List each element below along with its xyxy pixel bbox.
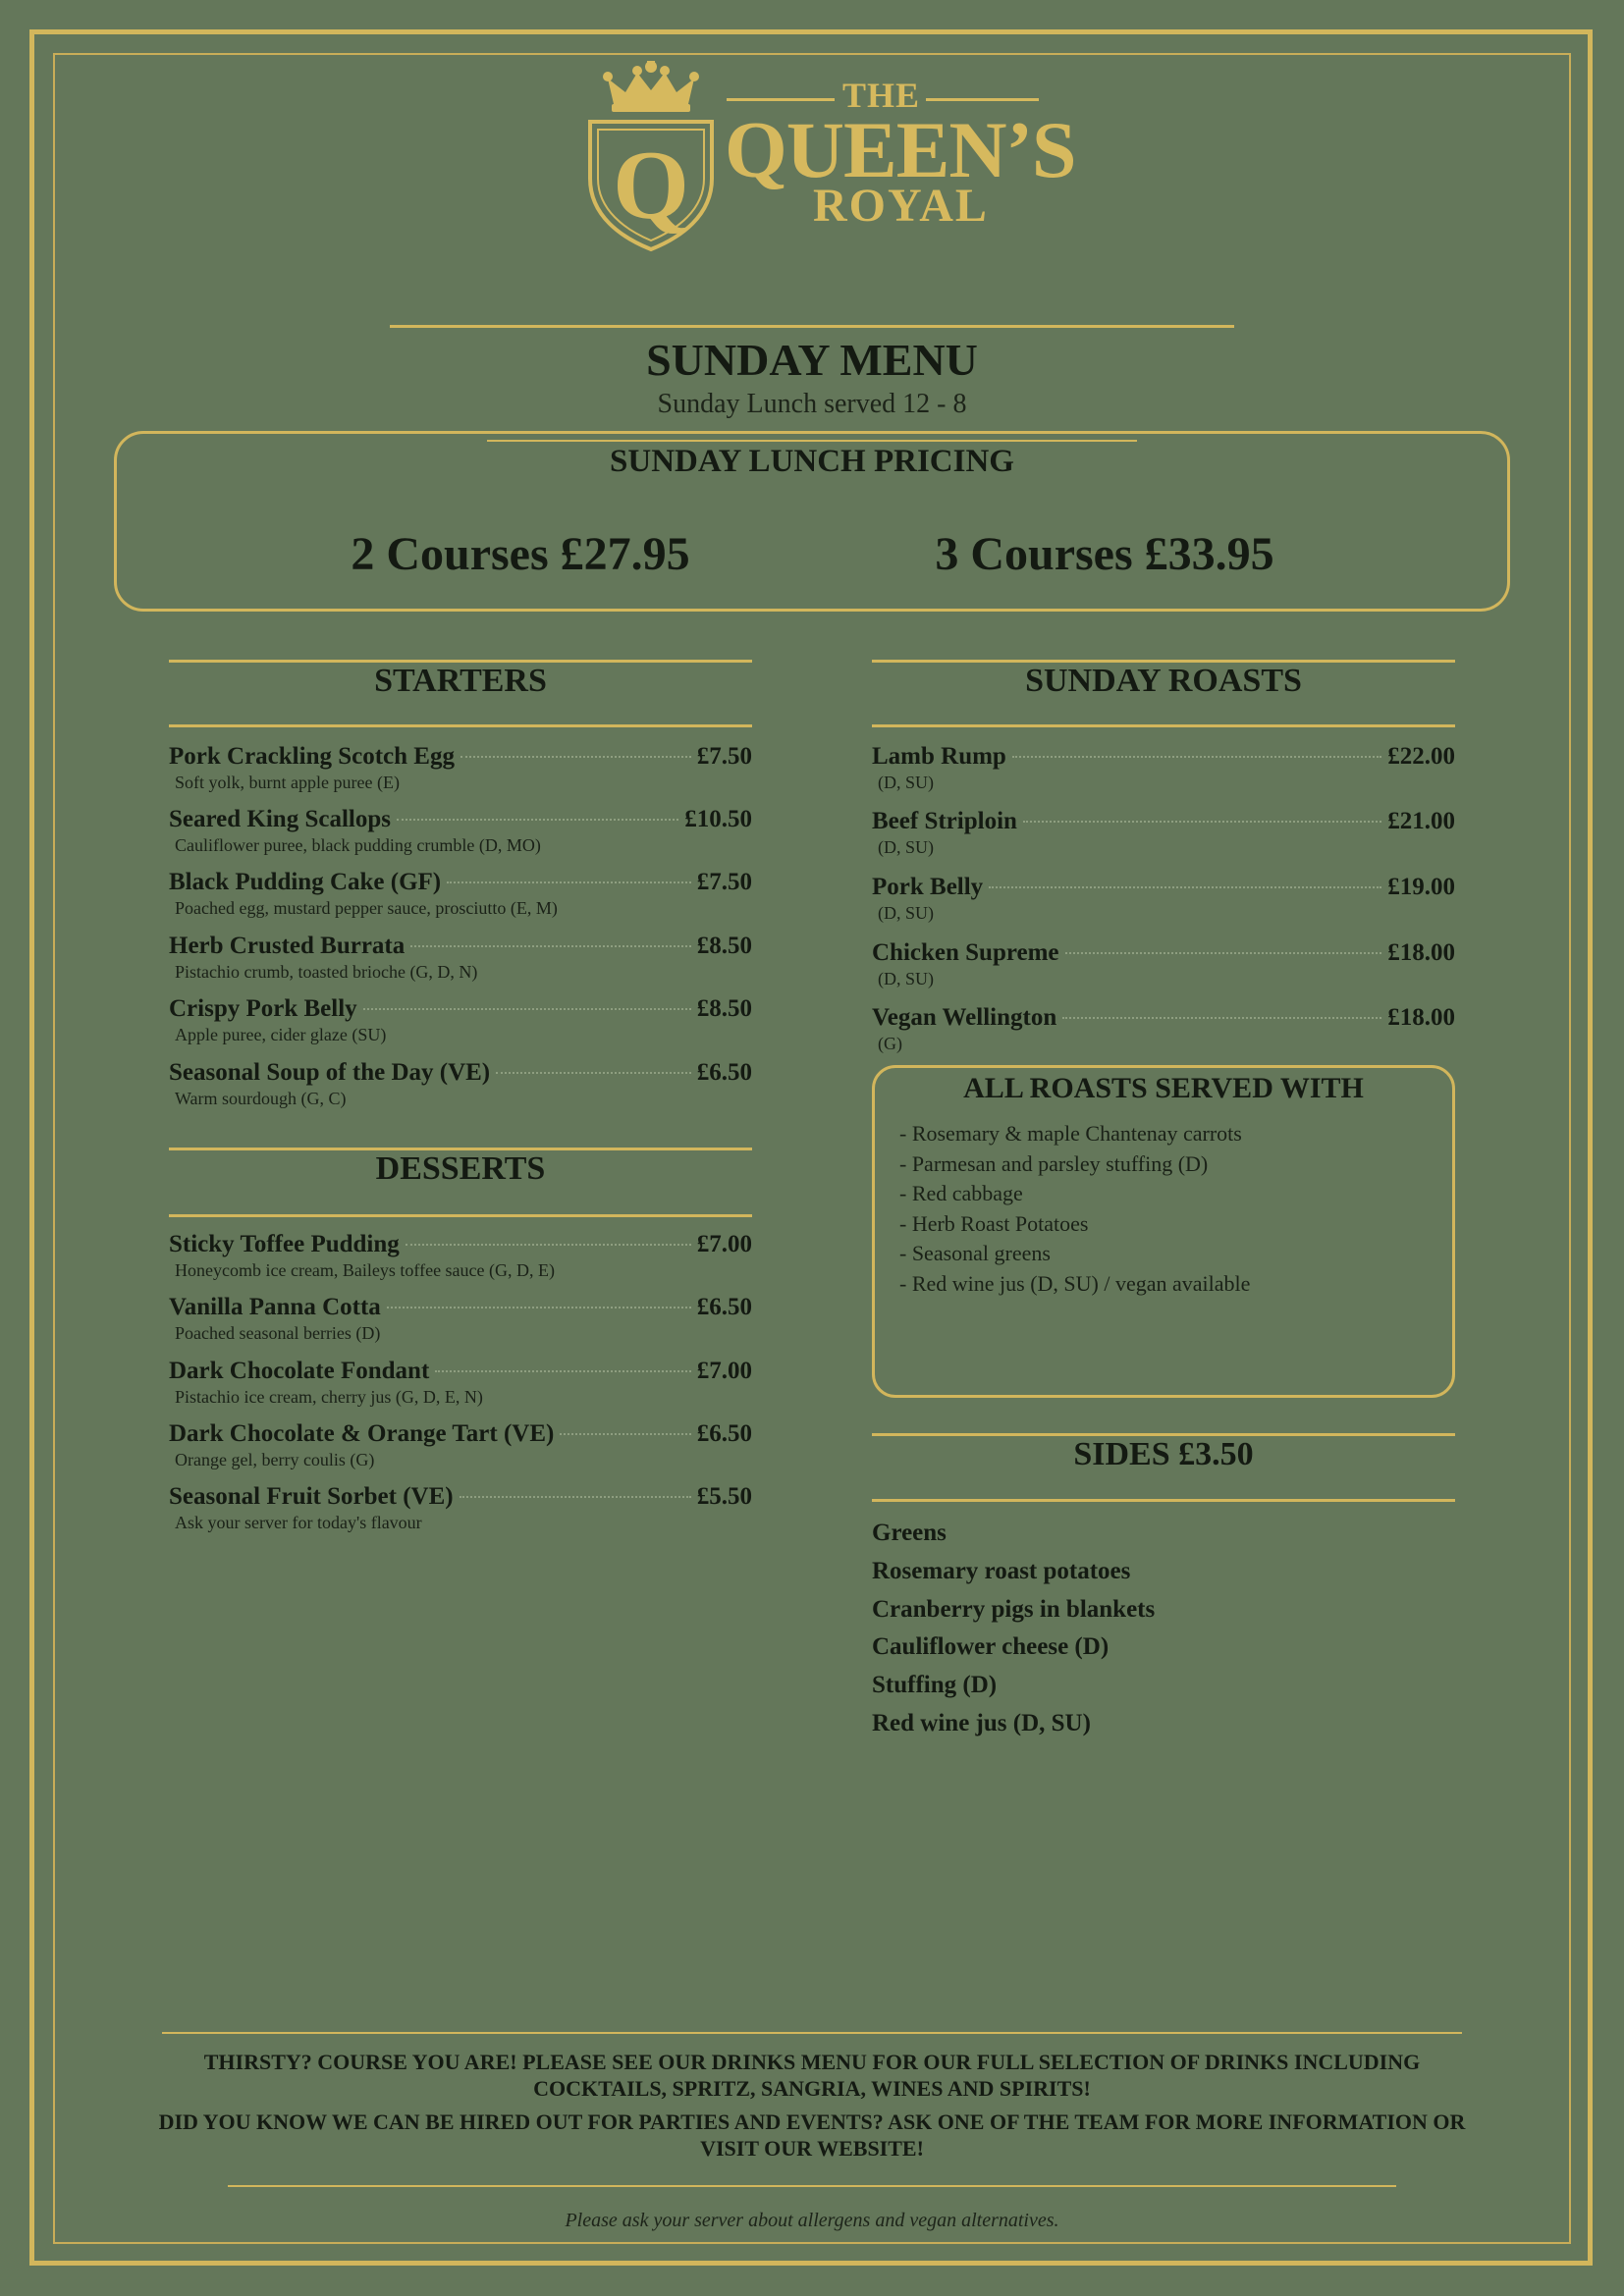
sides-heading: SIDES £3.50 bbox=[1073, 1436, 1254, 1472]
item-name: Herb Crusted Burrata bbox=[169, 933, 406, 959]
dot-leader bbox=[397, 819, 678, 821]
menu-item bbox=[169, 1231, 752, 1290]
menu-item bbox=[169, 1059, 752, 1118]
starters-heading: STARTERS bbox=[374, 663, 547, 699]
dot-leader bbox=[1023, 821, 1381, 823]
item-price: £7.50 bbox=[696, 869, 752, 895]
menu-item bbox=[169, 1294, 752, 1353]
page-title: SUNDAY MENU bbox=[646, 335, 978, 385]
item-name: Crispy Pork Belly bbox=[169, 995, 357, 1022]
item-description: (D, SU) bbox=[878, 903, 934, 923]
item-description: Apple puree, cider glaze (SU) bbox=[175, 1025, 387, 1044]
roasts-heading: SUNDAY ROASTS bbox=[1025, 663, 1302, 699]
dot-leader bbox=[435, 1370, 690, 1372]
item-name: Seasonal Fruit Sorbet (VE) bbox=[169, 1483, 454, 1510]
menu-item bbox=[872, 874, 1455, 933]
dot-leader bbox=[460, 756, 691, 758]
item-price: £5.50 bbox=[696, 1483, 752, 1510]
item-price: £8.50 bbox=[696, 933, 752, 959]
item-price: £6.50 bbox=[696, 1420, 752, 1447]
item-name: Dark Chocolate Fondant bbox=[169, 1358, 430, 1384]
menu-item bbox=[169, 1483, 752, 1542]
item-name: Vegan Wellington bbox=[872, 1004, 1057, 1031]
logo-the: THE bbox=[842, 76, 921, 115]
item-name: Chicken Supreme bbox=[872, 939, 1059, 966]
served-with-heading: ALL ROASTS SERVED WITH bbox=[963, 1072, 1364, 1104]
menu-item bbox=[169, 869, 752, 928]
menu-item bbox=[872, 1004, 1455, 1063]
footer-rule-bottom bbox=[228, 2185, 1396, 2187]
list-item: Cauliflower cheese (D) bbox=[872, 1633, 1110, 1661]
item-price: £6.50 bbox=[696, 1059, 752, 1086]
list-item: Stuffing (D) bbox=[872, 1672, 998, 1699]
sides-rule-bottom bbox=[872, 1499, 1455, 1502]
item-price: £22.00 bbox=[1387, 743, 1455, 770]
menu-item bbox=[169, 1420, 752, 1479]
served-with-list bbox=[899, 1119, 1250, 1299]
item-name: Seasonal Soup of the Day (VE) bbox=[169, 1059, 491, 1086]
item-price: £7.00 bbox=[696, 1231, 752, 1257]
item-name: Sticky Toffee Pudding bbox=[169, 1231, 400, 1257]
item-price: £10.50 bbox=[684, 806, 752, 832]
pricing-title: SUNDAY LUNCH PRICING bbox=[610, 444, 1014, 479]
allergen-note: Please ask your server about allergens and vegan alternatives. bbox=[565, 2210, 1059, 2231]
item-description: Orange gel, berry coulis (G) bbox=[175, 1450, 375, 1469]
menu-item bbox=[169, 933, 752, 991]
dot-leader bbox=[1065, 952, 1382, 954]
dot-leader bbox=[447, 881, 691, 883]
page-subtitle: Sunday Lunch served 12 - 8 bbox=[657, 389, 967, 419]
item-price: £18.00 bbox=[1387, 1004, 1455, 1031]
item-description: (G) bbox=[878, 1034, 902, 1053]
item-name: Lamb Rump bbox=[872, 743, 1006, 770]
menu-item bbox=[169, 806, 752, 865]
item-description: Pistachio ice cream, cherry jus (G, D, E, N) bbox=[175, 1387, 483, 1407]
dot-leader bbox=[496, 1072, 691, 1074]
logo-royal: ROYAL bbox=[813, 180, 989, 232]
item-name: Pork Crackling Scotch Egg bbox=[169, 743, 455, 770]
item-price: £18.00 bbox=[1387, 939, 1455, 966]
menu-item bbox=[872, 743, 1455, 802]
menu-item bbox=[169, 1358, 752, 1416]
item-description: Warm sourdough (G, C) bbox=[175, 1089, 347, 1108]
list-item: - Rosemary & maple Chantenay carrots bbox=[899, 1121, 1242, 1146]
title-rule bbox=[390, 325, 1234, 328]
price-three-courses: 3 Courses £33.95 bbox=[935, 528, 1274, 580]
item-name: Dark Chocolate & Orange Tart (VE) bbox=[169, 1420, 555, 1447]
item-price: £8.50 bbox=[696, 995, 752, 1022]
item-description: Poached egg, mustard pepper sauce, prosciutto (E, M) bbox=[175, 898, 558, 918]
dot-leader bbox=[460, 1496, 691, 1498]
item-description: (D, SU) bbox=[878, 837, 934, 857]
dot-leader bbox=[363, 1008, 691, 1010]
dot-leader bbox=[1012, 756, 1381, 758]
item-name: Vanilla Panna Cotta bbox=[169, 1294, 381, 1320]
list-item: Red wine jus (D, SU) bbox=[872, 1709, 1091, 1736]
item-description: Honeycomb ice cream, Baileys toffee sauce (G, D, E) bbox=[175, 1260, 556, 1280]
item-price: £7.00 bbox=[696, 1358, 752, 1384]
item-description: Ask your server for today's flavour bbox=[175, 1513, 422, 1532]
list-item: Greens bbox=[872, 1520, 947, 1546]
desserts-rule-bottom bbox=[169, 1214, 752, 1217]
list-item: - Seasonal greens bbox=[899, 1241, 1051, 1265]
item-name: Pork Belly bbox=[872, 874, 984, 900]
list-item: - Parmesan and parsley stuffing (D) bbox=[899, 1150, 1209, 1176]
desserts-heading: DESSERTS bbox=[375, 1150, 546, 1187]
logo-line-left bbox=[727, 98, 835, 101]
menu-item bbox=[872, 808, 1455, 867]
events-notice: DID YOU KNOW WE CAN BE HIRED OUT FOR PARTIES AND EVENTS? ASK ONE OF THE TEAM FOR MORE INFORMATION OR VISIT OUR WEBSITE! bbox=[158, 2109, 1466, 2161]
item-description: Soft yolk, burnt apple puree (E) bbox=[175, 773, 400, 792]
pricing-rule bbox=[487, 440, 1137, 442]
logo-line-right bbox=[926, 98, 1039, 101]
dot-leader bbox=[989, 886, 1381, 888]
item-description: Pistachio crumb, toasted brioche (G, D, N) bbox=[175, 962, 478, 982]
item-description: Cauliflower puree, black pudding crumble (D, MO) bbox=[175, 835, 541, 855]
dot-leader bbox=[410, 945, 691, 947]
item-price: £6.50 bbox=[696, 1294, 752, 1320]
item-name: Seared King Scallops bbox=[169, 806, 391, 832]
list-item: - Red cabbage bbox=[899, 1181, 1023, 1205]
item-description: (D, SU) bbox=[878, 969, 934, 988]
item-name: Beef Striploin bbox=[872, 808, 1017, 834]
menu-item bbox=[169, 743, 752, 802]
item-description: (D, SU) bbox=[878, 773, 934, 792]
dot-leader bbox=[406, 1244, 691, 1246]
roasts-rule-bottom bbox=[872, 724, 1455, 727]
dot-leader bbox=[1062, 1017, 1381, 1019]
list-item: Rosemary roast potatoes bbox=[872, 1557, 1131, 1584]
item-description: Poached seasonal berries (D) bbox=[175, 1323, 381, 1343]
menu-item bbox=[872, 939, 1455, 998]
starters-rule-bottom bbox=[169, 724, 752, 727]
dot-leader bbox=[560, 1433, 690, 1435]
crest-letter: Q bbox=[613, 131, 689, 240]
menu-item bbox=[169, 995, 752, 1054]
price-two-courses: 2 Courses £27.95 bbox=[351, 528, 690, 580]
list-item: - Herb Roast Potatoes bbox=[899, 1210, 1089, 1236]
list-item: Cranberry pigs in blankets bbox=[872, 1595, 1156, 1623]
crest-icon bbox=[582, 61, 720, 253]
item-name: Black Pudding Cake (GF) bbox=[169, 869, 442, 895]
list-item: - Red wine jus (D, SU) / vegan available bbox=[899, 1270, 1251, 1296]
logo bbox=[577, 61, 1076, 257]
item-price: £21.00 bbox=[1387, 808, 1455, 834]
sides-list bbox=[872, 1515, 1155, 1743]
dot-leader bbox=[387, 1307, 691, 1308]
item-price: £7.50 bbox=[696, 743, 752, 770]
drinks-notice: THIRSTY? COURSE YOU ARE! PLEASE SEE OUR DRINKS MENU FOR OUR FULL SELECTION OF DRINKS INCLUDING COCKTAILS, SPRITZ, SANGRIA, WINES AND SPIRITS! bbox=[203, 2050, 1421, 2101]
item-price: £19.00 bbox=[1387, 874, 1455, 900]
footer-rule-top bbox=[162, 2032, 1462, 2034]
logo-queens: QUEEN’S bbox=[725, 105, 1076, 194]
